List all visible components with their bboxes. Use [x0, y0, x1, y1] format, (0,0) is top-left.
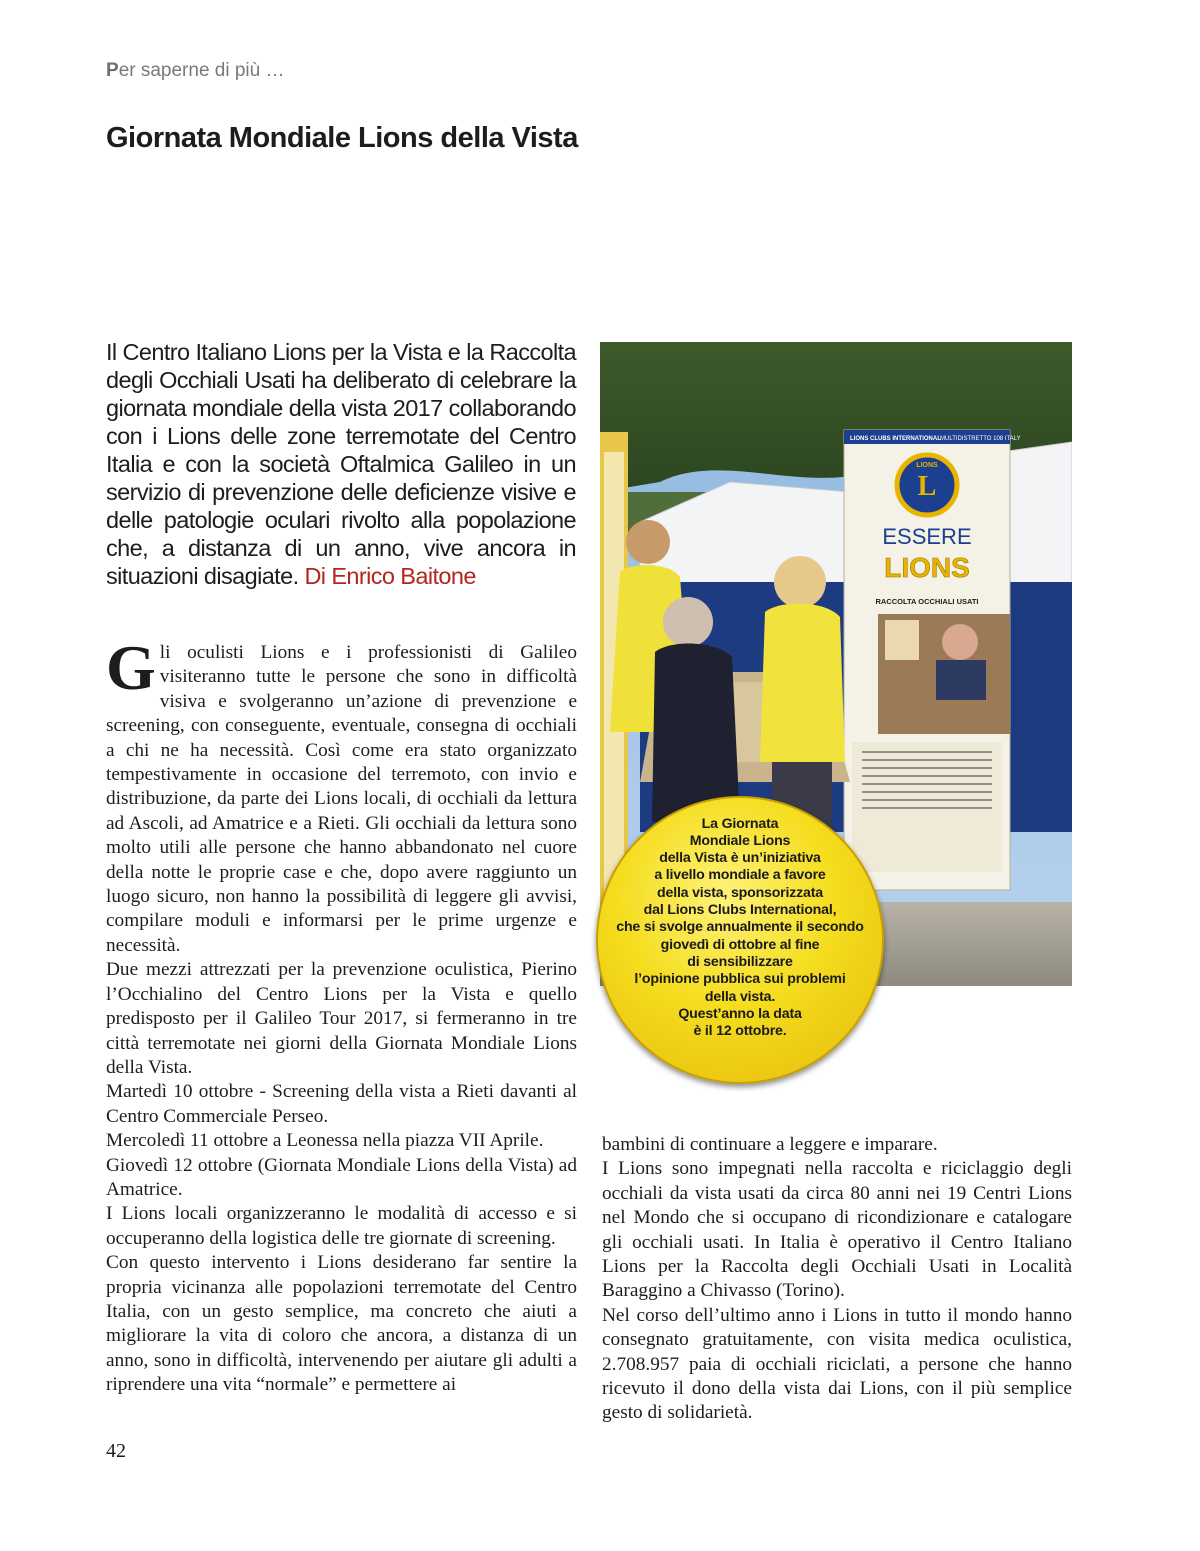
lead-text: Il Centro Italiano Lions per la Vista e la Raccolta degli Occhiali Usati ha deliberato di celebrare la giornata mondiale della vista 2017 collaborando con i Lions delle zone terremotate del Centro Italia e con la società Oftalmica Galileo in un servizio di prevenzione delle deficienze visive e delle patologie oculari rivolto alla popolazione che, a distanza di un anno, vive ancora in situazioni disagiate. — [106, 339, 576, 589]
drop-cap: G — [106, 632, 156, 703]
banner-top-text: LIONS CLUBS INTERNATIONAL — [850, 436, 941, 442]
body-paragraph-2: Due mezzi attrezzati per la prevenzione oculistica, Pierino l’Occhialino del Centro Lions per la Vista e quello predisposto per il Galileo Tour 2017, si fermeranno in tre città terremotate nei giorni della Giornata Mondiale Lions della Vista. — [106, 959, 577, 1078]
banner-top-right-text: MULTIDISTRETTO 108 ITALY — [940, 436, 1021, 442]
article-title: Giornata Mondiale Lions della Vista — [106, 122, 578, 154]
body-paragraph-5: Giovedì 12 ottobre (Giornata Mondiale Lions della Vista) ad Amatrice. — [106, 1154, 577, 1200]
body-paragraph-3: Martedì 10 ottobre - Screening della vista a Rieti davanti al Centro Commerciale Perseo. — [106, 1081, 577, 1127]
body-paragraph-8: bambini di continuare a leggere e imparare. — [602, 1134, 938, 1155]
callout-text: La Giornata Mondiale Lions della Vista è un’iniziativa a livello mondiale a favore della vista, sponsorizzata dal Lions Clubs International, che si svolge annualmente il secondo giovedì di ottobre al fine di sensibilizzare l’opinione pubblica sui problemi della vista. Quest’anno la data è il 12 ottobre. — [616, 815, 864, 1040]
lions-logo-letter: L — [917, 471, 937, 502]
callout-badge — [596, 796, 884, 1084]
banner-subtitle: RACCOLTA OCCHIALI USATI — [875, 597, 979, 606]
author-byline: Di Enrico Baitone — [304, 563, 476, 589]
body-column-right — [602, 1133, 1072, 1426]
lions-logo-text: LIONS — [916, 462, 938, 469]
section-label-rest: er saperne di più … — [118, 60, 285, 81]
banner-title-lions: LIONS — [884, 552, 970, 583]
page-number: 42 — [106, 1440, 126, 1462]
banner-title-essere: ESSERE — [882, 524, 972, 549]
body-column-left — [106, 632, 577, 1398]
body-paragraph-9: I Lions sono impegnati nella raccolta e riciclaggio degli occhiali da vista usati da circa 80 anni nei 19 Centri Lions nel Mondo che si occupano di ricondizionare e catalogare gli occhiali usati. In Italia è operativo il Centro Italiano Lions per la Raccolta degli Occhiali Usati in Località Baraggino a Chivasso (Torino). — [602, 1158, 1072, 1302]
body-paragraph-10: Nel corso dell’ultimo anno i Lions in tutto il mondo hanno consegnato gratuitamente, con visita medica oculistica, 2.708.957 paia di occhiali riciclati, a persone che hanno ricevuto il dono della vista dai Lions, con il più semplice gesto di solidarietà. — [602, 1304, 1072, 1424]
body-paragraph-7: Con questo intervento i Lions desiderano far sentire la propria vicinanza alle popolazioni terremotate del Centro Italia, con un gesto semplice, ma concreto che aiuti a migliorare la vita di coloro che ancora, a distanza di un anno, sono in difficoltà, intervenendo per aiutare gli adulti a riprendere una vita “normale” e permettere ai — [106, 1252, 577, 1396]
body-paragraph-4: Mercoledì 11 ottobre a Leonessa nella piazza VII Aprile. — [106, 1130, 544, 1152]
body-paragraph-1-text: li oculisti Lions e i professionisti di Galileo visiteranno tutte le persone che sono in difficoltà visiva e svolgeranno un’azione di prevenzione e screening, con conseguente, eventuale, consegna di occhiali a chi ne ha necessità. Così come era stato organizzato tempestivamente in occasione del terremoto, con invio e distribuzione, da parte dei Lions locali, di occhiali da lettura ad Ascoli, ad Amatrice e a Rieti. Gli occhiali da lettura sono molto utili alle persone che hanno abbandonato nel cuore della notte le proprie case e che, dopo avere raggiunto un luogo sicuro, non hanno la possibilità di leggere gli avvisi, compilare moduli e informarsi per le prime urgenze e necessità. — [106, 642, 577, 956]
section-label-initial: P — [106, 60, 119, 81]
body-paragraph-6: I Lions locali organizzeranno le modalità di accesso e si occuperanno della logistica delle tre giornate di screening. — [106, 1203, 577, 1249]
body-paragraph-1 — [106, 632, 577, 958]
section-label — [106, 60, 285, 82]
lead-paragraph — [106, 338, 576, 590]
